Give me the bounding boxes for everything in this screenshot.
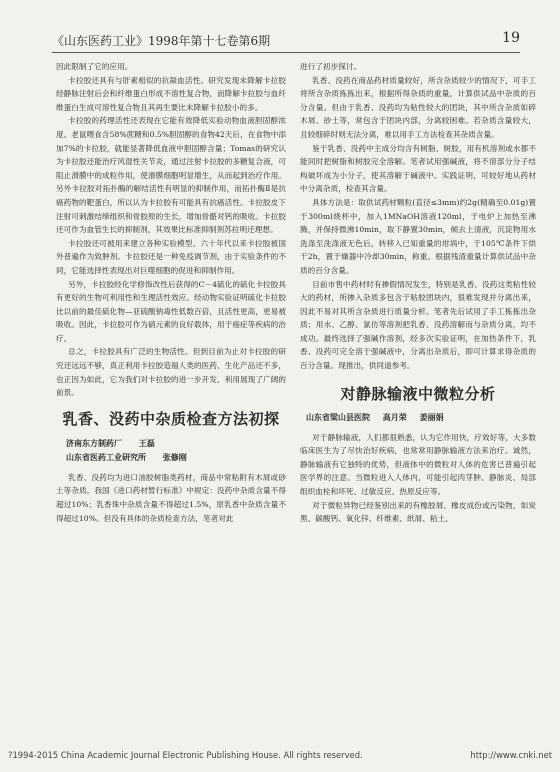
paragraph: 对于静脉输液，人们都很熟悉，认为它作用快，疗效好等，大多数临床医生为了尽快治好疾病，也常常用静脉输液方法来治疗。诚然，静脉输液有它独特的优势，但液体中的微粒对人体的危害已普遍引起医学界的注意。当微粒进入人体内，可能引起肉芽肿、静脉炎、局部组织血栓和坏死、过敏反应、热原反应等。 <box>300 432 536 497</box>
author-affiliation: 济南东方制药厂 <box>66 438 122 448</box>
paragraph: 乳香、没药均为进口油胶树脂类药材，商品中常粘附有木屑或砂土等杂质。我国《进口药材暂行标准》中规定：没药中杂质含量不得超过10%；乳香珠中杂质含量不得超过1.5%，原乳香中杂质含量不得超过10%。但没有具体的杂质检查方法，笔者对此 <box>56 472 286 523</box>
author-name: 王磊 <box>138 438 155 448</box>
author-line <box>66 451 286 465</box>
paragraph: 总之，卡拉胶具有广泛的生物活性。但到目前为止对卡拉胶的研究还远远不够，真正利用卡拉胶造福人类的医药、生化产品还不多，也正因为如此，它为我们对卡拉胶的进一步开发、利用展现了广阔的前景。 <box>56 347 286 398</box>
author-block <box>66 437 286 465</box>
paragraph: 卡拉胶的药理活性还表现在它能有效降低实验动物血液胆固醇浓度。老鼠喂食含58%蔗糖和0.5%胆固醇的食物42天后，在食物中添加7%的卡拉胶，就能显著降低血液中胆固醇含量；Tomas的研究认为卡拉胶还能治疗风湿性关节炎，通过注射卡拉胶的多糖复合液，可阻止滑膜中的成粒作用，使滑膜细胞明显增生，从而起到治疗作用。另外卡拉胶对拓扑酶的解结活性有明显的抑制作用，而拓扑酶Ⅱ是抗癌药物的靶蛋白，所以认为卡拉胶有可能具有抗癌活性。卡拉胶皮下注射可刺激结缔组织和骨胶原的生长，增加骨骼对钙的吸收。卡拉胶还可作为血管生长的抑制剂，其效果比标准抑制剂苏拉明还理想。 <box>56 116 286 235</box>
paragraph: 卡拉胶还具有与肝素相似的抗凝血活性。研究发现未降解卡拉胶经静脉注射后会和纤维蛋白形成不溶性复合物，而降解卡拉胶与血纤维蛋白生成可溶性复合物且其再生要比未降解卡拉胶小的多。 <box>56 75 286 112</box>
author-affiliation: 山东省医药工业研究所 <box>66 452 146 462</box>
paragraph: 鉴于乳香、没药中主成分均含有树脂、树胶，用有机溶剂或水都不能同时把树脂和树胶完全溶解。笔者试用强碱液，将不溶部分分子结构破坏成为小分子，使其溶解于碱液中。实践证明，可较好地从药材中分离杂质，检查其含量。 <box>300 143 536 194</box>
right-column <box>300 60 536 526</box>
journal-running-title: 《山东医药工业》1998年第十七卷第6期 <box>52 34 271 48</box>
copyright-notice: ?1994-2015 China Academic Journal Electronic Publishing House. All rights reserved. <box>8 750 363 760</box>
author-line <box>66 437 286 451</box>
page-footer <box>0 750 560 760</box>
article-title: 乳香、没药中杂质检查方法初探 <box>62 409 280 428</box>
article-title: 对静脉输液中微粒分析 <box>340 384 496 403</box>
paragraph: 目前市售中药材时有掺假情况发生，特别是乳香、没药这类粘性较大的药材，所掺入杂质多包含于粘胶团块内，很难发现并分离出来，因此不易对其所含杂质进行质量分析。笔者先后试用了手工拣拣出杂质；用水、乙醇、氯仿等溶剂把乳香、没药溶解而与杂质分离，均不成功。最终选择了强碱作溶剂，经多次实验证明，在加热条件下，乳香、没药可完全溶于强碱液中，分离出杂质后，即可计算求得杂质的百分含量。现推出，供同道参考。 <box>300 279 536 371</box>
author-name: 姜丽娟 <box>419 412 444 422</box>
author-block <box>306 412 536 423</box>
paragraph: 进行了初步探讨。 <box>300 62 362 71</box>
paragraph: 另外，卡拉胶经化学修饰改性后获得的C－4硫化的硫化卡拉胶具有更好的生物可利用性和生理活性效应。经动物实验证明硫化卡拉胶比以前的最佳硫化物—亚硫酸钠毒性低数百倍，且活性更高，更易被吸收。因此，卡拉胶可作为硝元素的良好载体，用于癌症等疾病的治疗。 <box>56 279 286 343</box>
paragraph: 卡拉胶还可被用来建立各种实验模型。六十年代以来卡拉胶被国外普遍作为致肿剂。卡拉胶还是一种免疫调节剂，由于实验条件的不同，它能选择性表现出对巨噬细胞的促进和抑制作用。 <box>56 238 286 275</box>
page-header <box>52 28 520 53</box>
paragraph: 乳香、没药在商品药材质量较好，所含杂质较少的情况下，可手工将所含杂质拣拣出来，根据所得杂质的重量，计算供试品中杂质的百分含量。但由于乳香、没药均为粘性较大的团块，其中所含杂质如碎木屑、砂土等，常包含于团块内部，分离较困难。若杂质含量较大，且较细碎时则无法分离，难以用手工方法检查其杂质含量。 <box>300 75 536 139</box>
author-name: 张修刚 <box>162 452 187 462</box>
page-number: 19 <box>502 30 520 46</box>
paragraph: 对于微粒异物已经鉴别出来的有橡胶屑、橡皮成份或污染物，如炭黑、碳酸钙、氧化锌、纤维素、纸屑、粘土、 <box>300 500 536 524</box>
paragraph: 具体方法是：取供试药材颗粒(直径≤3mm)约2g(精确至0.01g)置于300ml烧杯中，加入1MNaOH溶液120ml，于电炉上加热至沸腾，并保持微沸10min，取下静置30min，倾去上清液，沉淀物用水洗涤至洗涤液无色后，转移入已知重量的坩埚中，于105℃条件下烘干2h，置于燥器中冷却30min，称重。根据残渣重量计算供试品中杂质的百分含量。 <box>300 197 536 275</box>
author-name: 高月荣 <box>382 412 407 422</box>
footer-url: http://www.cnki.net <box>470 750 552 760</box>
author-affiliation: 山东省梁山县医院 <box>306 412 370 422</box>
paragraph: 因此限制了它的应用。 <box>56 62 133 71</box>
left-column <box>56 60 286 525</box>
